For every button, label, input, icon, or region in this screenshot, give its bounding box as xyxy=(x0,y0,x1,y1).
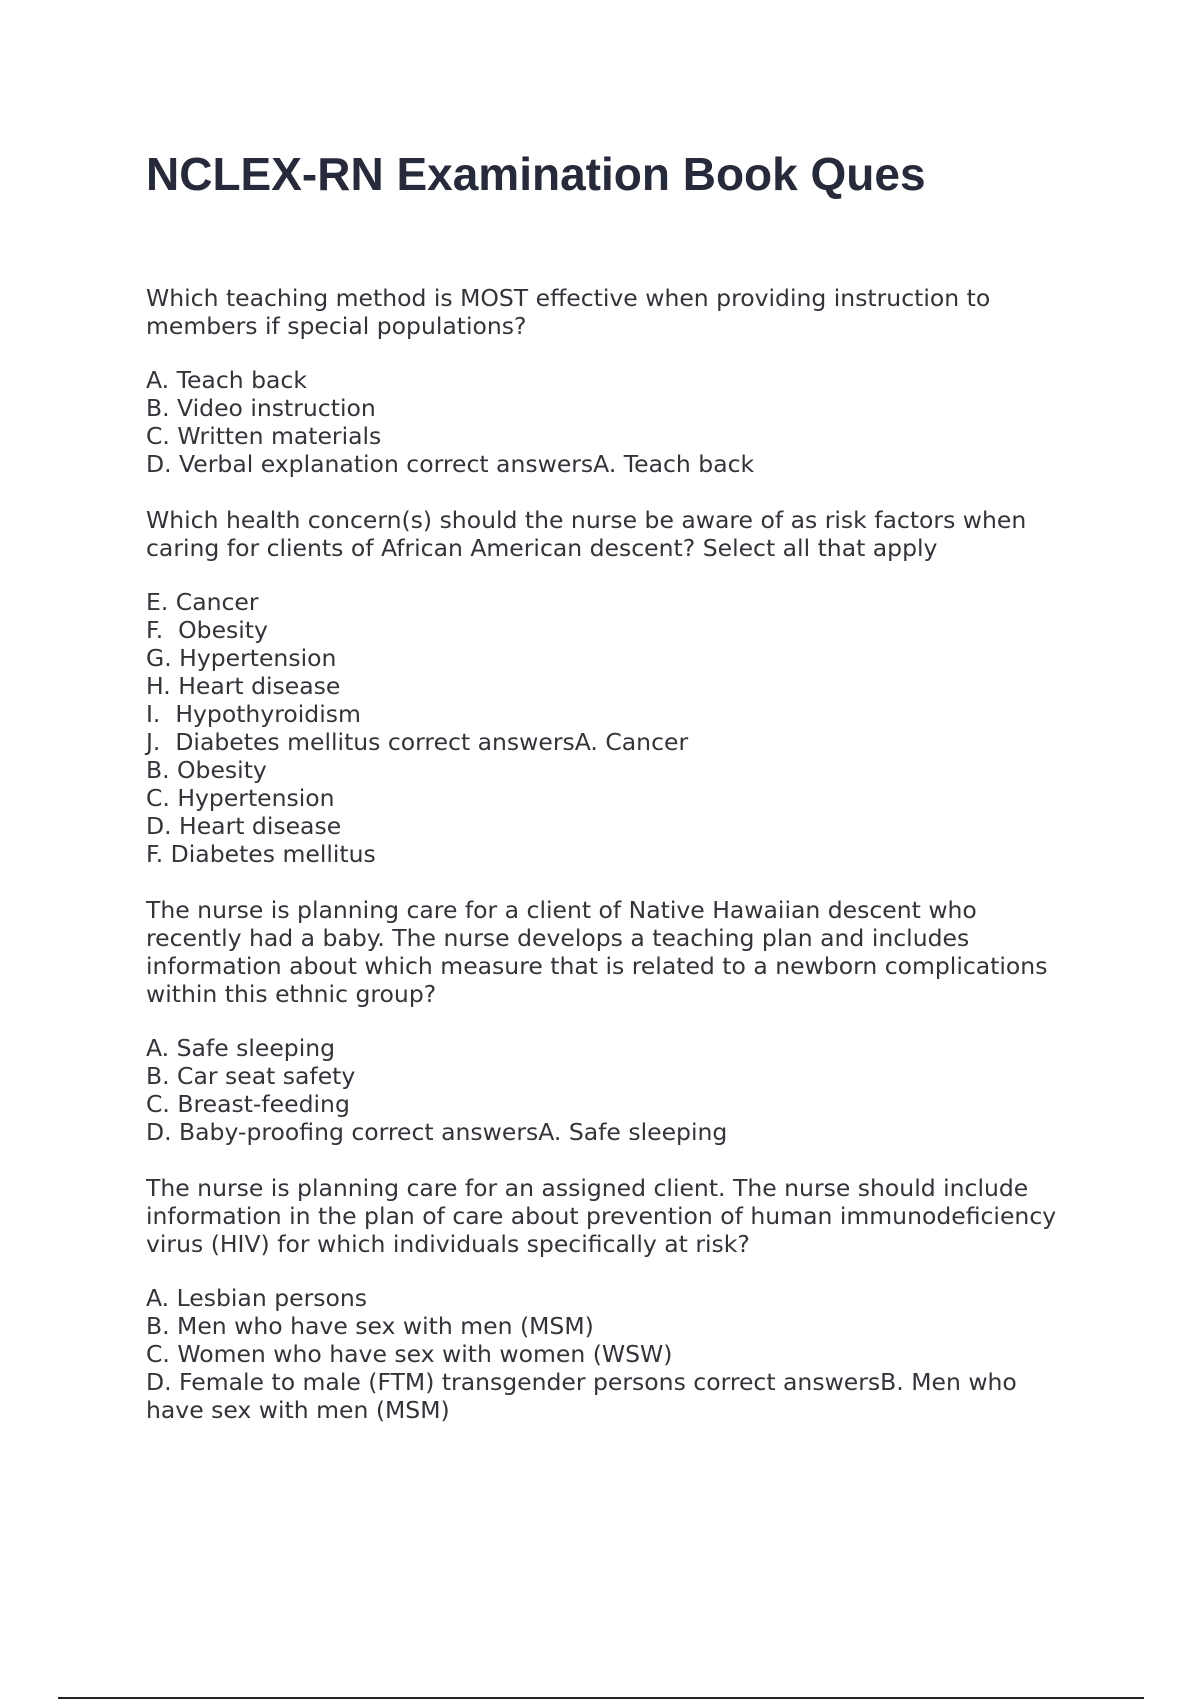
question-text: The nurse is planning care for an assigned client. The nurse should include information in the plan of care about prevention of human immunodeficiency virus (HIV) for which individuals specifically at risk? xyxy=(146,1174,1057,1258)
answer-option: H. Heart disease xyxy=(146,672,341,700)
question-text: Which health concern(s) should the nurse be aware of as risk factors when caring for clients of African American descent? Select all that apply xyxy=(146,506,1027,562)
answer-option: B. Video instruction xyxy=(146,394,376,422)
answer-option: B. Obesity xyxy=(146,756,267,784)
footer-divider xyxy=(58,1697,1144,1699)
answer-option: C. Hypertension xyxy=(146,784,335,812)
answer-option: A. Safe sleeping xyxy=(146,1034,336,1062)
answer-option: B. Men who have sex with men (MSM) xyxy=(146,1312,594,1340)
answer-option: D. Female to male (FTM) transgender persons correct answersB. Men who have sex with men (MSM) xyxy=(146,1368,1017,1424)
answer-option: A. Teach back xyxy=(146,366,307,394)
answer-option: A. Lesbian persons xyxy=(146,1284,367,1312)
question-block-2 xyxy=(146,506,1076,868)
answer-options xyxy=(146,1034,1076,1146)
answer-option: D. Verbal explanation correct answersA. Teach back xyxy=(146,450,755,478)
answer-option: F. Diabetes mellitus xyxy=(146,840,376,868)
answer-option: D. Baby-proofing correct answersA. Safe sleeping xyxy=(146,1118,728,1146)
answer-option: D. Heart disease xyxy=(146,812,342,840)
answer-option: C. Written materials xyxy=(146,422,382,450)
answer-option: G. Hypertension xyxy=(146,644,337,672)
answer-option: F. Obesity xyxy=(146,616,268,644)
answer-option: C. Breast-feeding xyxy=(146,1090,350,1118)
answer-option: J. Diabetes mellitus correct answersA. Cancer xyxy=(146,728,689,756)
question-block-4 xyxy=(146,1174,1076,1424)
question-list xyxy=(146,284,1076,1452)
answer-option: E. Cancer xyxy=(146,588,259,616)
answer-options xyxy=(146,366,1076,478)
question-text: The nurse is planning care for a client of Native Hawaiian descent who recently had a baby. The nurse develops a teaching plan and includes information about which measure that is related to a newborn complications within this ethnic group? xyxy=(146,896,1048,1008)
question-text: Which teaching method is MOST effective when providing instruction to members if special populations? xyxy=(146,284,991,340)
answer-options xyxy=(146,1284,1076,1424)
question-block-3 xyxy=(146,896,1076,1146)
answer-option: C. Women who have sex with women (WSW) xyxy=(146,1340,673,1368)
answer-options xyxy=(146,588,1076,868)
answer-option: I. Hypothyroidism xyxy=(146,700,361,728)
answer-option: B. Car seat safety xyxy=(146,1062,356,1090)
document-title: NCLEX-RN Examination Book Ques xyxy=(146,148,926,200)
question-block-1 xyxy=(146,284,1076,478)
